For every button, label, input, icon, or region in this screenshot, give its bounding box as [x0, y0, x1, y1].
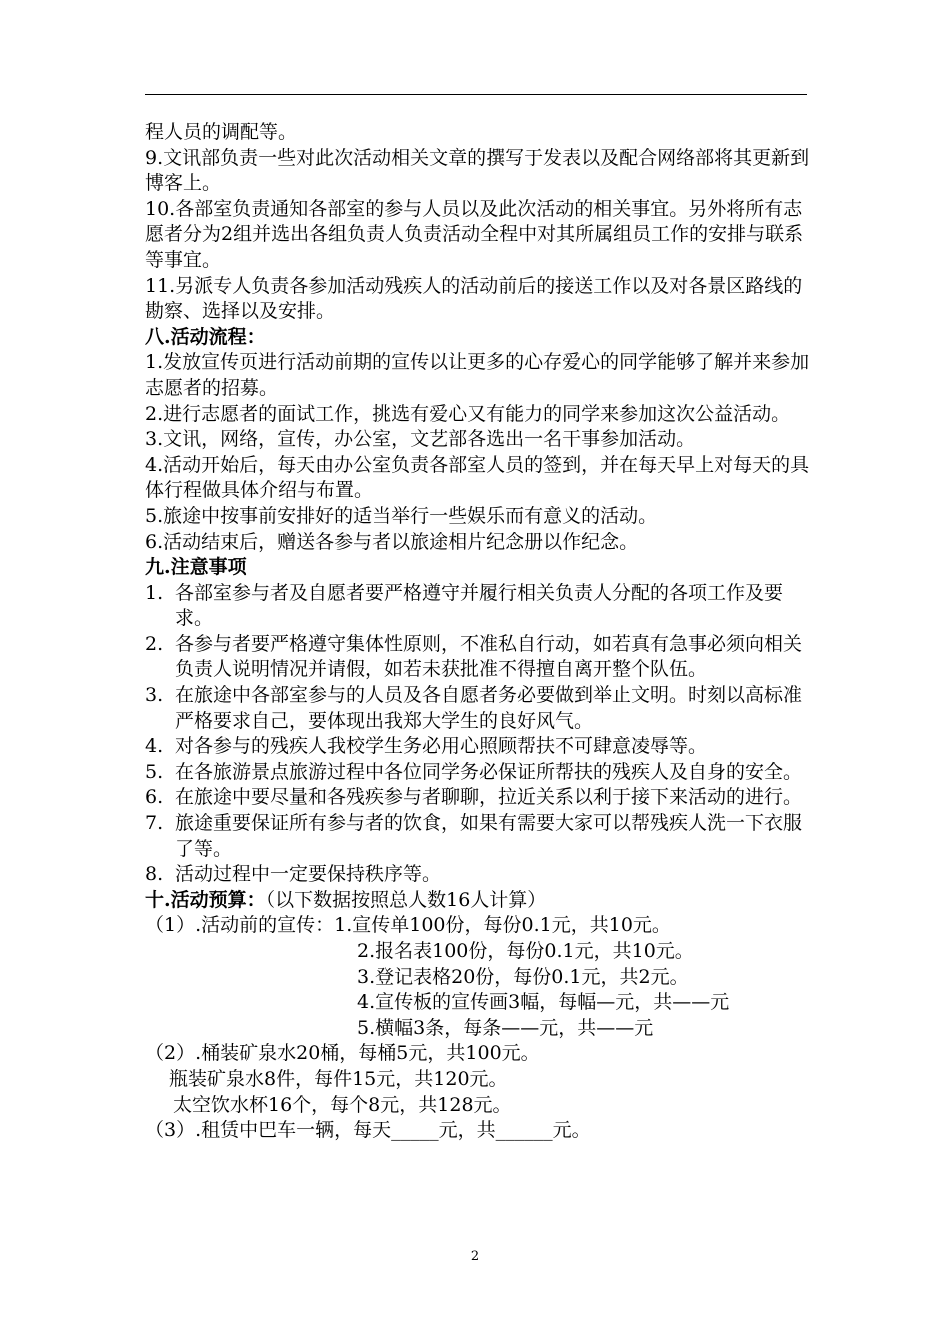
process-item-5: 5.旅途中按事前安排好的适当举行一些娱乐而有意义的活动。 — [145, 504, 658, 527]
budget-line: （3）.租赁中巴车一辆，每天_____元，共______元。 — [145, 1119, 591, 1142]
budget-line: 3.登记表格20份，每份0.1元，共2元。 — [357, 965, 689, 988]
notice-item-number: 7. — [145, 812, 164, 835]
notice-item — [145, 632, 810, 683]
budget-line: 太空饮水杯16个，每个8元，共128元。 — [173, 1093, 512, 1116]
notice-item-text: 在旅途中要尽量和各残疾参与者聊聊，拉近关系以利于接下来活动的进行。 — [175, 786, 803, 809]
page-number: 2 — [470, 1249, 480, 1264]
notice-item-text: 对各参与的残疾人我校学生务必用心照顾帮扶不可肆意凌辱等。 — [175, 735, 708, 758]
notice-item-number: 3. — [145, 684, 164, 707]
notice-item — [145, 683, 810, 734]
notice-item — [145, 785, 810, 811]
section-9-heading: 九.注意事项 — [145, 556, 247, 579]
budget-line: 4.宣传板的宣传画3幅，每幅—元，共——元 — [357, 991, 730, 1014]
section-8-heading: 八.活动流程： — [145, 325, 266, 348]
section-10-heading-line — [145, 888, 810, 914]
notice-item-text: 在旅途中各部室参与的人员及各自愿者务必要做到举止文明。时刻以高标准严格要求自己，要体现出我郑大学生的良好风气。 — [175, 684, 803, 732]
notice-item-number: 6. — [145, 786, 164, 809]
budget-line: （1）.活动前的宣传：1.宣传单100份，每份0.1元，共10元。 — [145, 914, 671, 937]
process-item-1: 1.发放宣传页进行活动前期的宣传以让更多的心存爱心的同学能够了解并来参加志愿者的招募。 — [145, 351, 810, 399]
notice-item — [145, 811, 810, 862]
notice-item-text: 在各旅游景点旅游过程中各位同学务必保证所帮扶的残疾人及自身的安全。 — [175, 760, 803, 783]
document-body — [145, 120, 810, 1144]
budget-line: 5.横幅3条，每条——元，共——元 — [357, 1016, 654, 1039]
notice-item-number: 8. — [145, 863, 164, 886]
paragraph-item-11: 11.另派专人负责各参加活动残疾人的活动前后的接送工作以及对各景区路线的勘察、选择以及安排。 — [145, 274, 803, 323]
notice-item-text: 旅途重要保证所有参与者的饮食，如果有需要大家可以帮残疾人洗一下衣服了等。 — [175, 812, 803, 860]
process-item-2: 2.进行志愿者的面试工作，挑选有爱心又有能力的同学来参加这次公益活动。 — [145, 402, 791, 425]
paragraph-item-9: 9.文讯部负责一些对此次活动相关文章的撰写于发表以及配合网络部将其更新到博客上。 — [145, 146, 810, 195]
budget-line: 瓶装矿泉水8件，每件15元，共120元。 — [169, 1067, 508, 1090]
notice-item-text: 各部室参与者及自愿者要严格遵守并履行相关负责人分配的各项工作及要求。 — [175, 581, 784, 630]
notice-item — [145, 734, 810, 760]
notice-item — [145, 760, 810, 786]
notice-item — [145, 581, 810, 632]
section-10-heading-note: （以下数据按照总人数16人计算） — [265, 888, 547, 911]
process-item-4: 4.活动开始后，每天由办公室负责各部室人员的签到，并在每天早上对每天的具体行程做具体介绍与布置。 — [145, 453, 810, 502]
process-item-3: 3.文讯，网络，宣传，办公室，文艺部各选出一名干事参加活动。 — [145, 428, 696, 451]
budget-line: 2.报名表100份，每份0.1元，共10元。 — [357, 940, 694, 962]
process-item-6: 6.活动结束后，赠送各参与者以旅途相片纪念册以作纪念。 — [145, 530, 639, 553]
notice-item-number: 4. — [145, 735, 164, 758]
notice-item — [145, 862, 810, 888]
notice-item-number: 5. — [145, 760, 164, 783]
header-rule — [145, 94, 807, 95]
notice-item-number: 1. — [145, 581, 164, 604]
notice-item-number: 2. — [145, 632, 164, 655]
budget-line: （2）.桶装矿泉水20桶，每桶5元，共100元。 — [145, 1042, 540, 1065]
section-10-heading: 十.活动预算： — [145, 888, 266, 911]
notice-item-text: 活动过程中一定要保持秩序等。 — [175, 863, 442, 886]
notice-item-text: 各参与者要严格遵守集体性原则，不准私自行动，如若真有急事必须向相关负责人说明情况并请假，如若未获批准不得擅自离开整个队伍。 — [175, 632, 803, 681]
paragraph-continuation: 程人员的调配等。 — [145, 121, 298, 143]
paragraph-item-10: 10.各部室负责通知各部室的参与人员以及此次活动的相关事宜。另外将所有志愿者分为2组并选出各组负责人负责活动全程中对其所属组员工作的安排与联系等事宜。 — [145, 197, 804, 271]
